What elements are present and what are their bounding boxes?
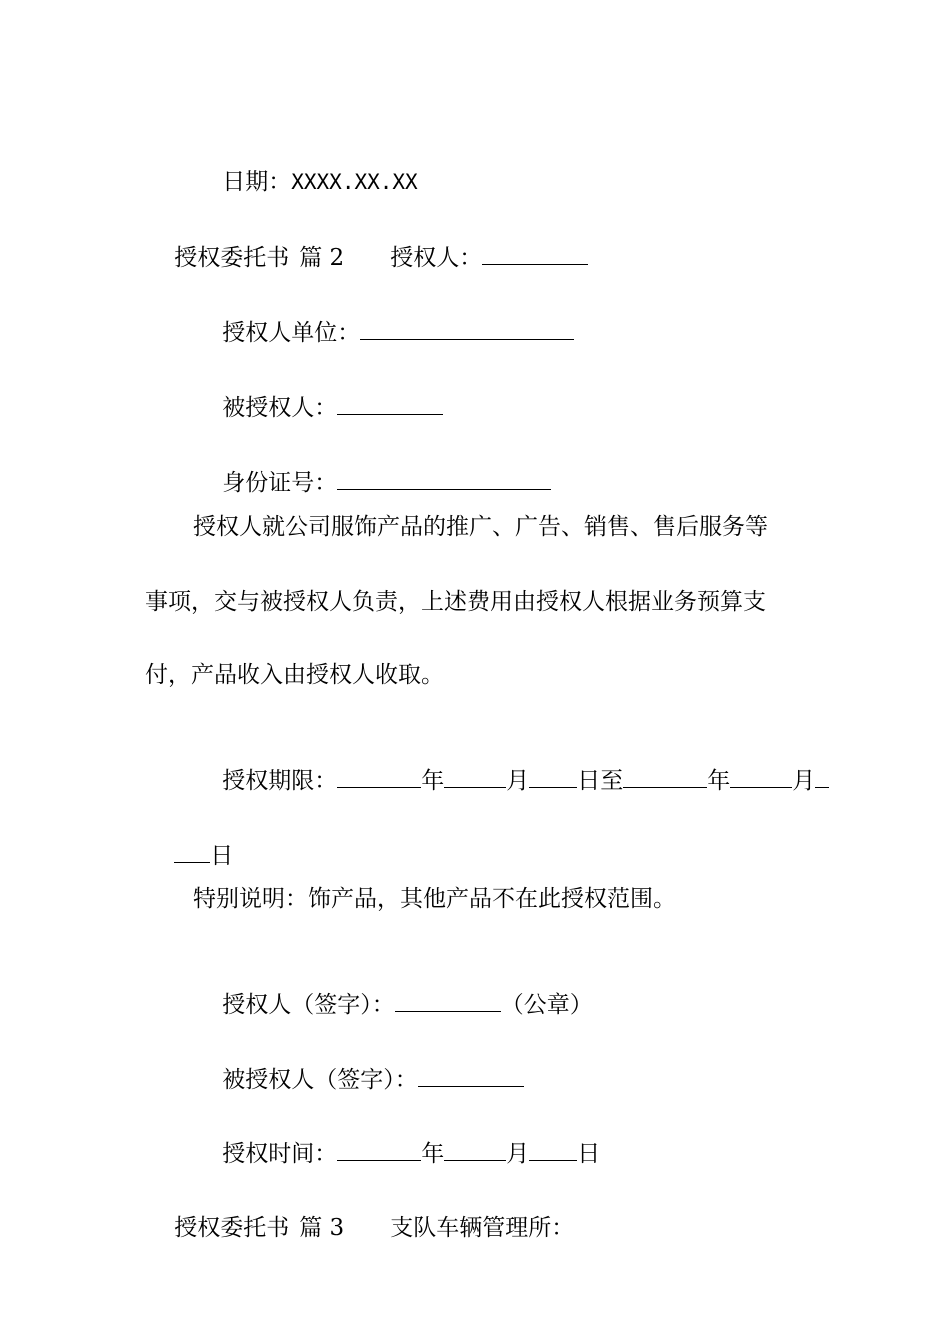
auth-time-year: 年 (421, 1141, 445, 1167)
period-day-end: 日 (210, 843, 234, 869)
period-end-day-blank-part2 (174, 840, 210, 863)
grantee-signature-label: 被授权人（签字）： (222, 1067, 418, 1093)
grantor-unit-label: 授权人单位： (222, 320, 361, 346)
section3-heading-line (145, 1183, 815, 1273)
grantor-blank (482, 242, 588, 265)
grantee-label: 被授权人： (222, 395, 338, 421)
section3-part: 篇 3 (299, 1215, 345, 1241)
seal-label: （公章） (500, 992, 593, 1018)
period-end-day-blank-part1 (815, 765, 829, 788)
grantor-signature-blank (395, 989, 501, 1012)
grantor-label: 授权人： (390, 245, 483, 271)
date-value: XXXX.XX.XX (291, 170, 418, 194)
id-number-blank (337, 467, 551, 490)
period-label: 授权期限： (222, 768, 338, 794)
addressee: 支队车辆管理所： (390, 1215, 575, 1241)
period-day-to: 日至 (577, 768, 624, 794)
auth-time-day: 日 (577, 1141, 601, 1167)
auth-time-day-blank (529, 1138, 577, 1161)
period-year-1: 年 (421, 768, 445, 794)
period-month-1: 月 (506, 768, 530, 794)
auth-time-month: 月 (506, 1141, 530, 1167)
period-start-month-blank (444, 765, 506, 788)
section3-title: 授权委托书 (174, 1215, 290, 1241)
period-end-year-blank (623, 765, 707, 788)
auth-time-label: 授权时间： (222, 1141, 338, 1167)
period-month-2: 月 (792, 768, 816, 794)
paragraph-line-2: 事项，交与被授权人负责，上述费用由授权人根据业务预算支 (145, 589, 766, 615)
grantor-signature-label: 授权人（签字）： (222, 992, 395, 1018)
date-label: 日期： (222, 169, 292, 195)
section2-part: 篇 2 (299, 245, 345, 271)
grantee-blank (337, 392, 443, 415)
grantee-signature-blank (418, 1064, 524, 1087)
period-start-day-blank (529, 765, 577, 788)
auth-time-year-blank (337, 1138, 421, 1161)
id-number-label: 身份证号： (222, 470, 338, 496)
auth-time-month-blank (444, 1138, 506, 1161)
paragraph-line-1: 授权人就公司服饰产品的推广、广告、销售、售后服务等 (193, 514, 768, 540)
section2-title: 授权委托书 (174, 245, 290, 271)
paragraph-line-3: 付，产品收入由授权人收取。 (145, 662, 444, 688)
period-end-month-blank (730, 765, 792, 788)
period-start-year-blank (337, 765, 421, 788)
period-year-2: 年 (707, 768, 731, 794)
special-note: 特别说明：饰产品，其他产品不在此授权范围。 (193, 886, 676, 912)
grantor-unit-blank (360, 317, 574, 340)
